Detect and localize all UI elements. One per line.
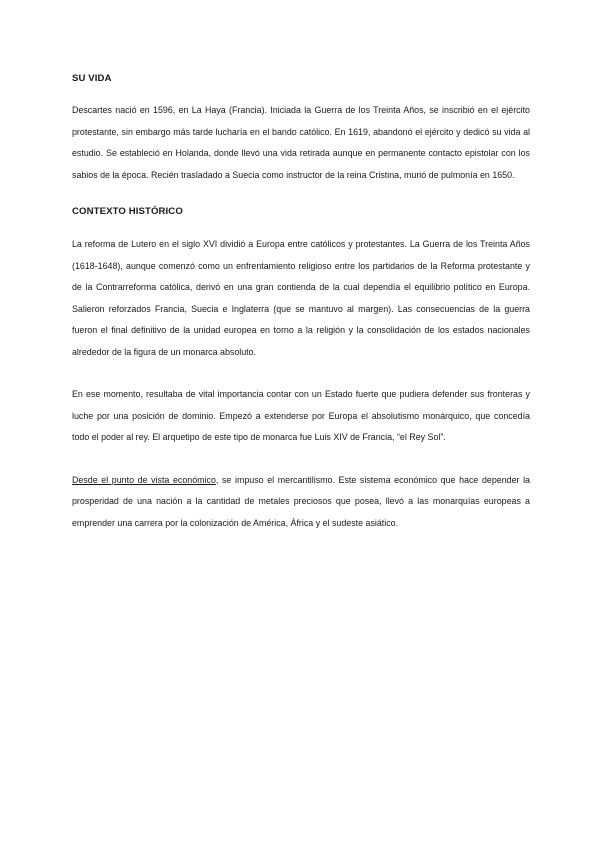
document-body bbox=[72, 72, 530, 534]
section-heading: SU VIDA bbox=[72, 73, 112, 84]
paragraph-text: , se impuso el mercantilismo. Este sistema económico que hace depender la prosperidad de una nación a la cantidad de metales preciosos que posea, llevó a las monarquías europeas a emprender una carrera por la colonización de América, África y el sudeste asiático. bbox=[72, 474, 530, 528]
section-su-vida bbox=[72, 72, 530, 186]
paragraph: La reforma de Lutero en el siglo XVI dividió a Europa entre católicos y protestantes. La Guerra de los Treinta Años (1618-1648), aunque comenzó como un enfrentamiento religioso entre los partidarios de la Reforma protestante y de la Contrarreforma católica, derivó en una gran contienda de la cual dependía el equilibrio político en Europa. Salieron reforzados Francia, Suecia e Inglaterra (que se mantuvo al margen). Las consecuencias de la guerra fueron el final definitivo de la unidad europea en torno a la religión y la consolidación de los estados nacionales alrededor de la figura de un monarca absoluto. bbox=[72, 239, 530, 357]
section-contexto-historico bbox=[72, 205, 530, 534]
paragraph bbox=[72, 470, 530, 535]
section-heading: CONTEXTO HISTÓRICO bbox=[72, 206, 183, 217]
paragraph: Descartes nació en 1596, en La Haya (Francia). Iniciada la Guerra de los Treinta Años, se inscribió en el ejército protestante, sin embargo más tarde lucharía en el bando católico. En 1619, abandonó el ejército y dedicó su vida al estudio. Se estableció en Holanda, donde llevó una vida retirada aunque en permanente contacto epistolar con los sabios de la época. Recién trasladado a Suecia como instructor de la reina Cristina, murió de pulmonía en 1650. bbox=[72, 105, 530, 180]
underlined-phrase: Desde el punto de vista económico bbox=[72, 474, 216, 485]
paragraph: En ese momento, resultaba de vital importancia contar con un Estado fuerte que pudiera defender sus fronteras y luche por una posición de dominio. Empezó a extenderse por Europa el absolutismo monárquico, que concedía todo el poder al rey. El arquetipo de este tipo de monarca fue Luis XIV de Francia, “el Rey Sol”. bbox=[72, 389, 530, 442]
